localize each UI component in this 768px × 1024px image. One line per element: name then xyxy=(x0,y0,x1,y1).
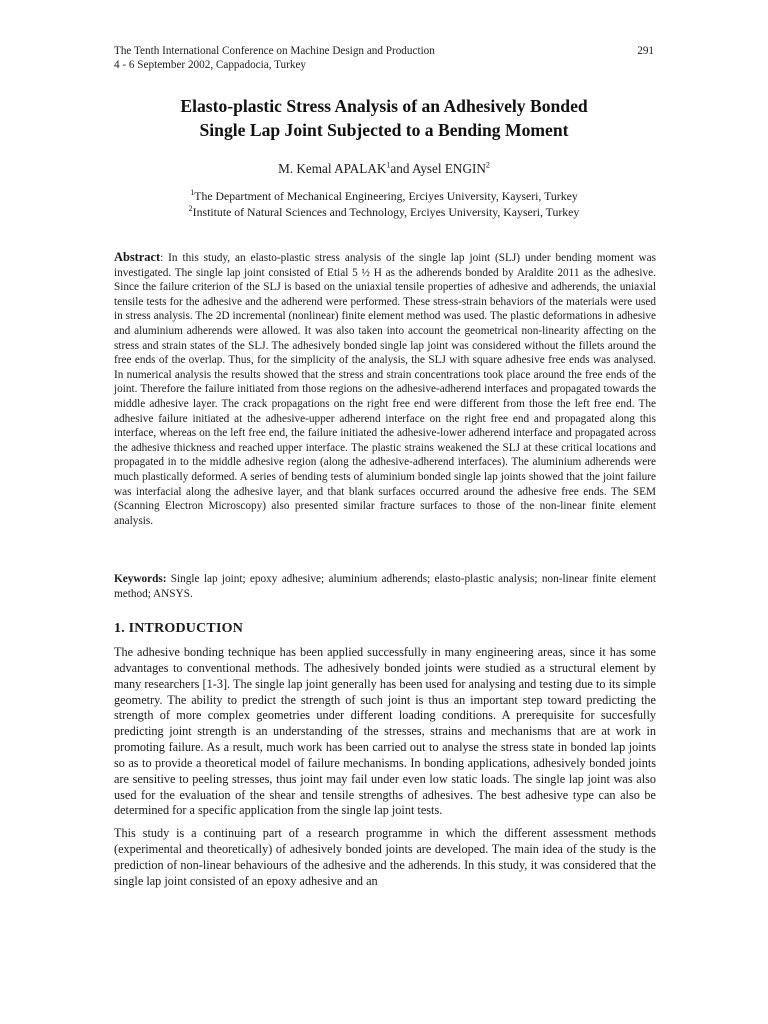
conference-date-location: 4 - 6 September 2002, Cappadocia, Turkey xyxy=(114,59,307,71)
paper-title xyxy=(80,94,688,142)
intro-paragraph-2: This study is a continuing part of a research programme in which the different assessment methods (experimental and theoretically) of adhesively bonded joints are developed. The main idea of the study is the prediction of non-linear behaviours of the adhesive and the adherends. In this study, it was considered that the single lap joint consisted of an epoxy adhesive and an xyxy=(114,826,656,888)
running-header xyxy=(114,44,654,72)
title-line-2: Single Lap Joint Subjected to a Bending Moment xyxy=(199,120,569,140)
author-1: M. Kemal APALAK xyxy=(278,161,387,176)
author-1-affil-mark: 1 xyxy=(386,160,391,170)
page-number: 291 xyxy=(637,45,654,57)
affiliation-2: $^2$Institute of Natural Sciences and Technology, Erciyes University, Kayseri, Turkey xyxy=(188,204,580,219)
keywords-label: Keywords: xyxy=(114,573,167,585)
conference-name: The Tenth International Conference on Machine Design and Production xyxy=(114,45,435,57)
abstract-label: Abstract xyxy=(114,250,161,264)
abstract xyxy=(114,250,656,528)
intro-paragraph-1: The adhesive bonding technique has been applied successfully in many engineering areas, since it has some advantages to conventional methods. The adhesively bonded joints were studied as a structural element by many researchers [1-3]. The single lap joint generally has been used for analysing and testing due to its simple geometry. The ability to predict the strength of such joint is thus an important step toward predicting the strength of more complex geometries under different loading conditions. A prerequisite for succesfully predicting joint strength is an understanding of the stresses, strains and mechanisms that are at work in promoting failure. As a result, much work has been carried out to analyse the stress state in bonded lap joints so as to provide a theoretical model of failure mechanisms. In bonding applications, adhesively bonded joints are sensitive to peeling stresses, thus joint may fail under even low static loads. The single lap joint was also used for the evaluation of the shear and tensile strengths of adhesives. The best adhesive type can also be determined for a specific application from the single lap joint tests. xyxy=(114,645,656,818)
affiliation-1: $^1$The Department of Mechanical Engineering, Erciyes University, Kayseri, Turkey xyxy=(190,188,578,203)
abstract-text: : In this study, an elasto-plastic stress analysis of the single lap joint (SLJ) under bending moment was investigated. The single lap joint consisted of Etial 5 ½ H as the adherends bonded by Araldite 2011 as the adhesive. Since the failure criterion of the SLJ is based on the uniaxial tensile properties of adhesive and adherends, the uniaxial tensile tests for the adhesive and the adherend were performed. These stress-strain behaviors of the materials were used in stress analysis. The 2D incremental (nonlinear) finite element method was used. The plastic deformations in adhesive and aluminium adherends were allowed. It was also taken into account the geometrical non-linearity affecting on the stress and strain states of the SLJ. The adhesively bonded single lap joint was considered without the fillets around the free ends of the overlap. Thus, for the simplicity of the analysis, the SLJ with square adhesive free ends was analysed. In numerical analysis the results showed that the stress and strain concentrations took place around the free ends of the joint. Therefore the failure initiated from those regions on the adhesive-adherend interfaces and propagated towards the middle adhesive layer. The crack propagations on the right free end were different from those the left free end. The adhesive failure initiated at the adhesive-upper adherend interface on the right free end and propagated along this interface, whereas on the left free end, the failure initiated the adhesive-lower adherend interface and propagated across the adhesive thickness and reached upper interface. The plastic strains weakened the SLJ at these critical locations and propagated in to the middle adhesive region (along the adhesive-adherend interfaces). The aluminium adherends were much plastically deformed. A series of bending tests of aluminium bonded single lap joints showed that the joint failure was interfacial along the adhesive layer, and that blank surfaces occurred around the adhesive free ends. The SEM (Scanning Electron Microscopy) also presented similar fracture surfaces to those of the non-linear finite element analysis. xyxy=(114,252,656,527)
keywords-text: Single lap joint; epoxy adhesive; aluminium adherends; elasto-plastic analysis; non-linear finite element method; ANSYS. xyxy=(114,573,656,600)
author-list xyxy=(80,160,688,178)
affiliations xyxy=(80,188,688,220)
title-line-1: Elasto-plastic Stress Analysis of an Adhesively Bonded xyxy=(180,96,588,116)
keywords xyxy=(114,572,656,601)
author-2-affil-mark: 2 xyxy=(485,160,490,170)
author-2: and Aysel ENGIN xyxy=(390,161,486,176)
section-heading-introduction: 1. INTRODUCTION xyxy=(114,621,244,636)
introduction-body xyxy=(114,645,656,897)
